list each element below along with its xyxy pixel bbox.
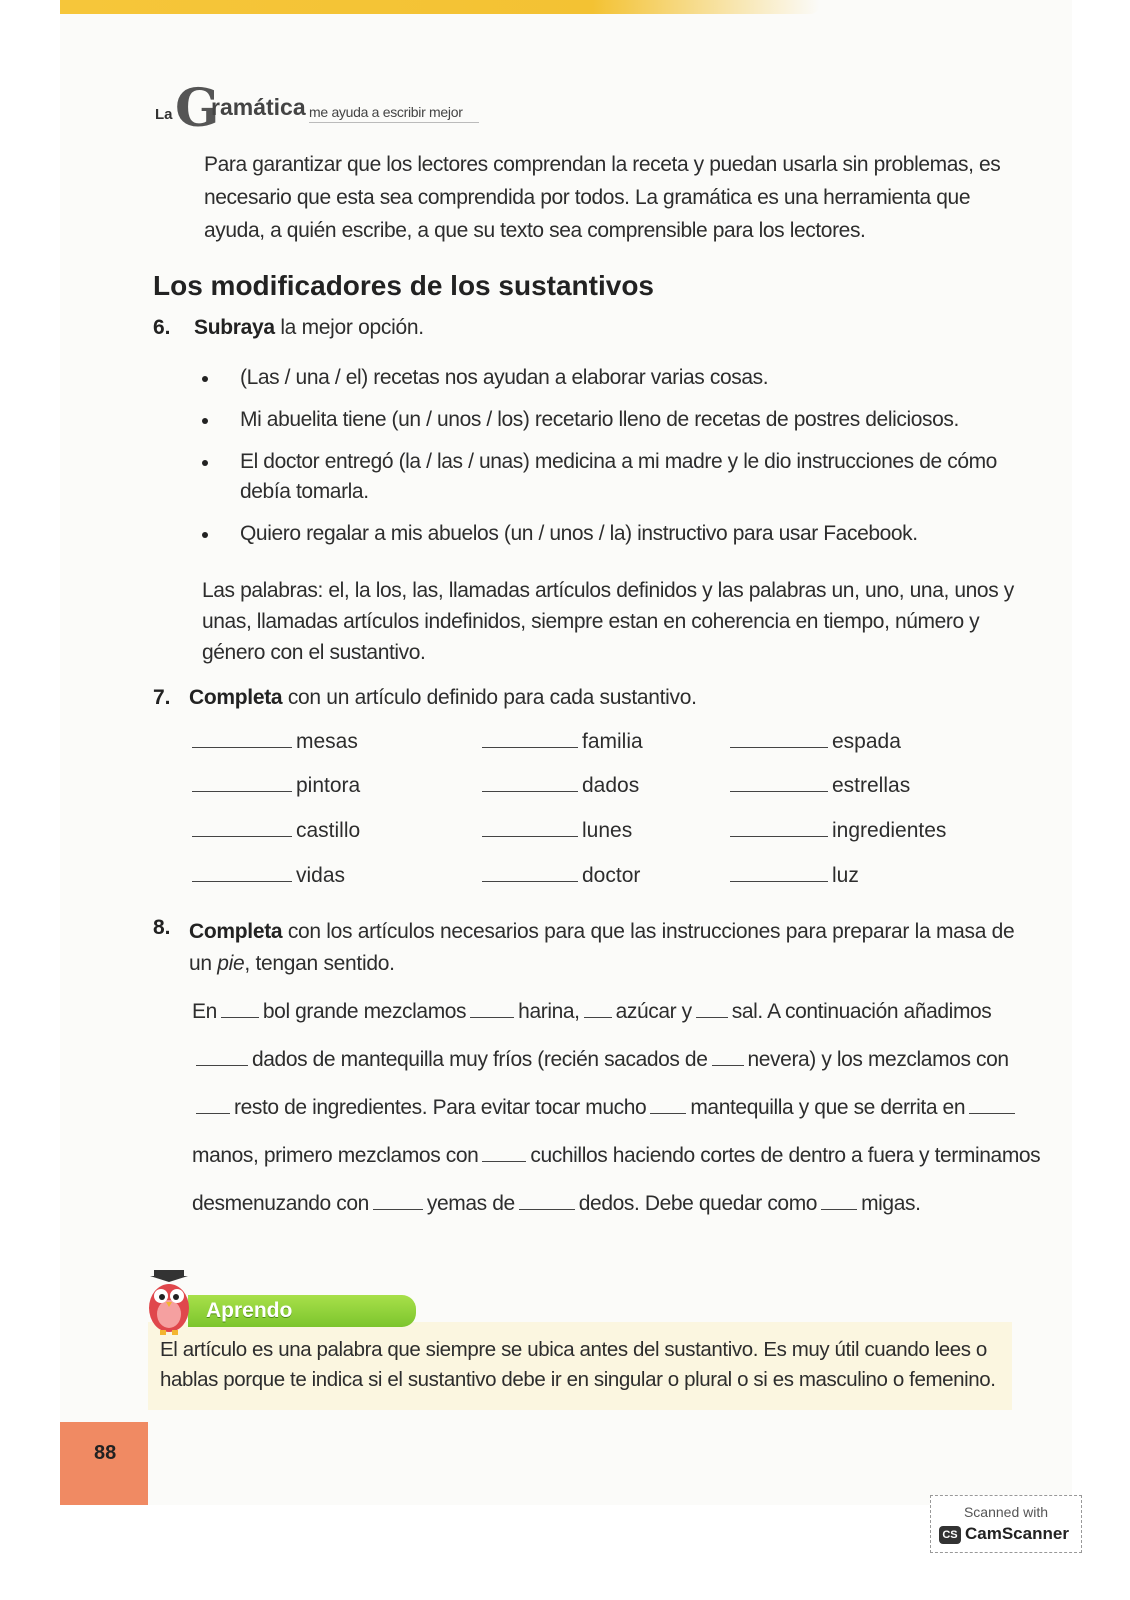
answer-blank[interactable] <box>730 774 828 792</box>
cloze-blank[interactable] <box>584 1002 612 1018</box>
cloze-blank[interactable] <box>650 1098 686 1114</box>
answer-blank[interactable] <box>730 864 828 882</box>
camscanner-logo-icon: CS <box>939 1526 961 1544</box>
section-title: Los modificadores de los sustantivos <box>153 270 655 301</box>
page-number: 88 <box>94 1442 117 1464</box>
article-fill-item: luz <box>730 864 859 888</box>
cloze-blank[interactable] <box>221 1002 259 1018</box>
article-fill-item: dados <box>482 774 639 798</box>
cloze-blank[interactable] <box>969 1098 1015 1114</box>
answer-blank[interactable] <box>482 774 578 792</box>
cloze-segment: En <box>192 1000 217 1023</box>
header-g-letter: G <box>175 78 220 139</box>
article-fill-item: mesas <box>192 730 358 754</box>
cloze-blank[interactable] <box>482 1146 526 1162</box>
answer-blank[interactable] <box>730 819 828 837</box>
cloze-blank[interactable] <box>696 1002 728 1018</box>
article-fill-item: ingredientes <box>730 819 946 843</box>
answer-blank[interactable] <box>482 864 578 882</box>
header-la: La <box>155 106 173 123</box>
article-fill-item: espada <box>730 730 901 754</box>
aprendo-text: El artículo es una palabra que siempre se ubica antes del sustantivo. Es muy útil cuando lees o hablas porque te indica si el sustantivo debe ir en singular o plural o si es masculino o femenino. <box>160 1338 996 1391</box>
owl-mascot-icon <box>140 1268 198 1336</box>
intro-paragraph: Para garantizar que los lectores comprendan la receta y puedan usarla sin problemas, es necesario que esta sea comprendida por todos. La gramática es una herramienta que ayuda, a quién escribe, a que su texto sea comprensible para los lectores. <box>204 153 1001 242</box>
list-item: (Las / una / el) recetas nos ayudan a elaborar varias cosas. <box>200 363 1000 393</box>
answer-blank[interactable] <box>482 819 578 837</box>
articles-note: Las palabras: el, la los, las, llamadas artículos definidos y las palabras un, uno, una, unos y unas, llamadas artículos indefinidos, siempre estan en coherencia en tiempo, número y género con el sustantivo. <box>202 579 1014 664</box>
camscanner-watermark <box>930 1495 1082 1553</box>
answer-blank[interactable] <box>192 864 292 882</box>
question-6-list <box>200 363 1000 549</box>
question-7-verb: Completa <box>189 686 283 709</box>
cloze-blank[interactable] <box>821 1194 857 1210</box>
question-8-cloze-text <box>192 988 1042 1228</box>
question-8-number: 8. <box>153 916 171 939</box>
article-fill-item: pintora <box>192 774 360 798</box>
cloze-segment: migas. <box>861 1192 921 1215</box>
article-fill-item: familia <box>482 730 643 754</box>
question-8-rest-a: con los artículos necesarios para que las instrucciones para preparar la masa de un <box>189 920 1015 975</box>
question-8-pie: pie <box>217 952 245 975</box>
cloze-blank[interactable] <box>519 1194 575 1210</box>
cloze-segment: cuchillos haciendo cortes de dentro a fuera y terminamos desmenuzando con <box>192 1144 1041 1215</box>
question-7-number: 7. <box>153 686 171 709</box>
list-item: Mi abuelita tiene (un / unos / los) recetario lleno de recetas de postres deliciosos. <box>200 405 1000 435</box>
cloze-segment: harina, <box>518 1000 580 1023</box>
answer-blank[interactable] <box>192 774 292 792</box>
cloze-blank[interactable] <box>196 1098 230 1114</box>
article-fill-item: vidas <box>192 864 345 888</box>
camscanner-line1: Scanned with <box>963 1504 1049 1520</box>
article-fill-item: castillo <box>192 819 360 843</box>
article-fill-item: lunes <box>482 819 632 843</box>
question-7-prompt <box>189 686 697 710</box>
cloze-segment: dados de mantequilla muy fríos (recién sacados de <box>252 1048 708 1071</box>
cloze-blank[interactable] <box>712 1050 744 1066</box>
cloze-segment: bol grande mezclamos <box>262 1000 467 1023</box>
answer-blank[interactable] <box>482 730 578 748</box>
question-8-prompt <box>189 916 1029 980</box>
top-color-stripe <box>60 0 820 14</box>
answer-blank[interactable] <box>730 730 828 748</box>
cloze-segment: dedos. Debe quedar como <box>578 1192 818 1215</box>
cloze-segment: nevera) y los mezclamos con <box>747 1048 1009 1071</box>
question-8-rest-b: , tengan sentido. <box>244 952 395 975</box>
question-6-rest: la mejor opción. <box>274 316 424 339</box>
list-item: Quiero regalar a mis abuelos (un / unos / la) instructivo para usar Facebook. <box>200 519 1000 549</box>
answer-blank[interactable] <box>192 730 292 748</box>
question-6-verb: Subraya <box>194 316 275 339</box>
cloze-segment: sal. A continuación añadimos <box>731 1000 992 1023</box>
cloze-segment: azúcar y <box>615 1000 692 1023</box>
list-item: El doctor entregó (la / las / unas) medicina a mi madre y le dio instrucciones de cómo debía tomarla. <box>200 447 1000 507</box>
cloze-segment: mantequilla y que se derrita en <box>690 1096 966 1119</box>
cloze-blank[interactable] <box>196 1050 248 1066</box>
header-tagline: me ayuda a escribir mejor <box>309 104 479 123</box>
cloze-segment: yemas de <box>426 1192 515 1215</box>
question-8-verb: Completa <box>189 920 283 943</box>
article-fill-item: estrellas <box>730 774 910 798</box>
article-fill-item: doctor <box>482 864 640 888</box>
cloze-segment: manos, primero mezclamos con <box>192 1144 479 1167</box>
question-7-rest: con un artículo definido para cada sustantivo. <box>282 686 697 709</box>
answer-blank[interactable] <box>192 819 292 837</box>
cloze-blank[interactable] <box>373 1194 423 1210</box>
header-ramatica: ramática <box>211 94 306 120</box>
section-header <box>155 78 495 139</box>
camscanner-line2: CamScanner <box>965 1524 1069 1543</box>
question-6-number: 6. <box>153 316 171 339</box>
question-6-prompt <box>194 316 424 340</box>
cloze-blank[interactable] <box>470 1002 514 1018</box>
aprendo-label: Aprendo <box>206 1299 293 1322</box>
cloze-segment: resto de ingredientes. Para evitar tocar mucho <box>234 1096 647 1119</box>
